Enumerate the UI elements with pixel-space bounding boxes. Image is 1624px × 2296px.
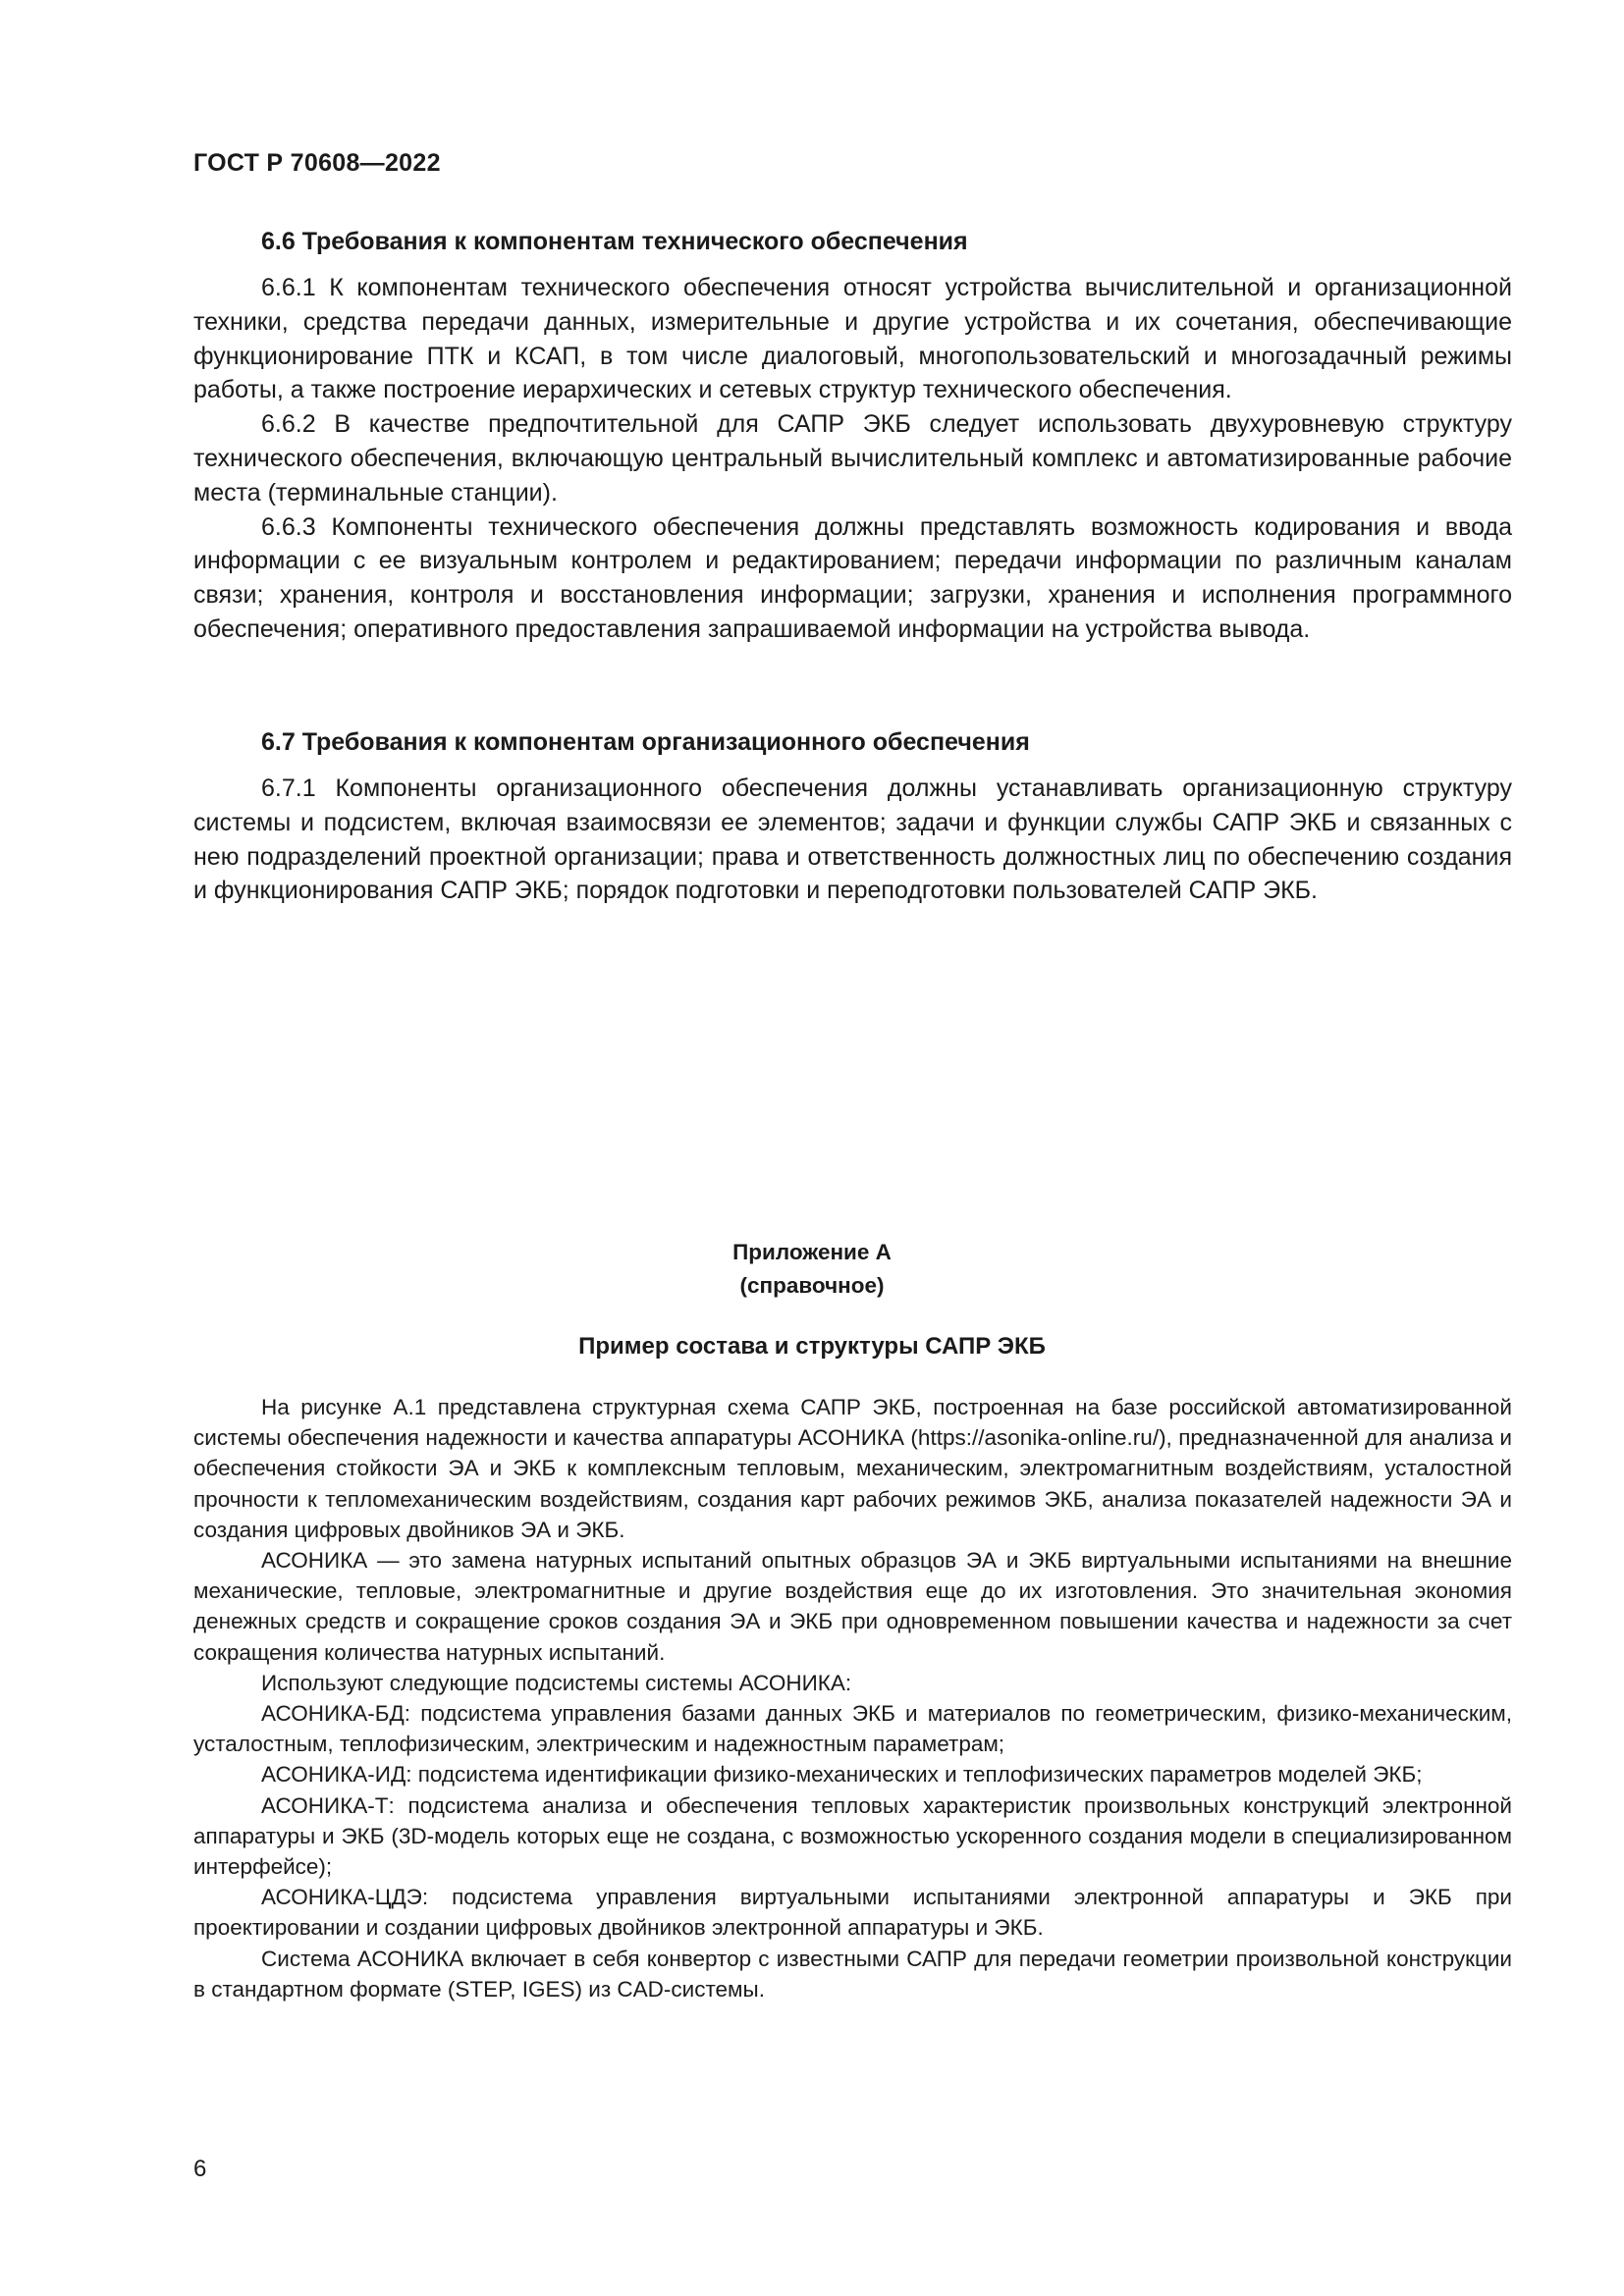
appendix-label: Приложение А — [732, 1240, 892, 1264]
section-heading: 6.7 Требования к компонентам организационного обеспечения — [261, 728, 1030, 756]
appendix-paragraph: АСОНИКА-БД: подсистема управления базами данных ЭКБ и материалов по геометрическим, физико-механическим, усталостным, теплофизическим, электрическим и надежностным параметрам; — [193, 1701, 1512, 1757]
appendix-paragraph: На рисунке А.1 представлена структурная схема САПР ЭКБ, построенная на базе российской автоматизированной системы обеспечения надежности и качества аппаратуры АСОНИКА (https://asonika-online.ru/), предназначенной для анализа и обеспечения стойкости ЭА и ЭКБ к комплексным тепловым, механическим, электромагнитным воздействиям, усталостной прочности к тепломеханическим воздействиям, создания карт рабочих режимов ЭКБ, анализа показателей надежности ЭА и создания цифровых двойников ЭА и ЭКБ. — [193, 1395, 1512, 1542]
document-code-header: ГОСТ Р 70608—2022 — [193, 149, 441, 177]
appendix-body — [193, 1392, 1512, 2004]
appendix-type: (справочное) — [739, 1273, 885, 1298]
appendix-paragraph: Используют следующие подсистемы системы АСОНИКА: — [261, 1670, 852, 1695]
paragraph-6-7-1: 6.7.1 Компоненты организационного обеспечения должны устанавливать организационную структуру системы и подсистем, включая взаимосвязи ее элементов; задачи и функции службы САПР ЭКБ и связанных с нею подразделений проектной организации; права и ответственность должностных лиц по обеспечению создания и функционирования САПР ЭКБ; порядок подготовки и переподготовки пользователей САПР ЭКБ. — [193, 774, 1512, 905]
appendix-heading: Пример состава и структуры САПР ЭКБ — [578, 1333, 1046, 1360]
appendix-paragraph: АСОНИКА — это замена натурных испытаний опытных образцов ЭА и ЭКБ виртуальными испытаниями на внешние механические, тепловые, электромагнитные и другие воздействия еще до их изготовления. Это значительная экономия денежных средств и сокращение сроков создания ЭА и ЭКБ при одновременном повышении качества и надежности за счет сокращения количества натурных испытаний. — [193, 1548, 1512, 1665]
appendix-paragraph: Система АСОНИКА включает в себя конвертор с известными САПР для передачи геометрии произвольной конструкции в стандартном формате (STEP, IGES) из CAD-системы. — [193, 1946, 1512, 2002]
section-6-6 — [193, 224, 1512, 647]
appendix-paragraph: АСОНИКА-Т: подсистема анализа и обеспечения тепловых характеристик произвольных конструкций электронной аппаратуры и ЭКБ (3D-модель которых еще не создана, с возможностью ускоренного создания модели в специализированном интерфейсе); — [193, 1792, 1512, 1880]
appendix-paragraph: АСОНИКА-ЦДЭ: подсистема управления виртуальными испытаниями электронной аппаратуры и ЭКБ при проектировании и создании цифровых двойников электронной аппаратуры и ЭКБ. — [193, 1885, 1512, 1941]
appendix-paragraph: АСОНИКА-ИД: подсистема идентификации физико-механических и теплофизических параметров моделей ЭКБ; — [261, 1762, 1423, 1788]
section-6-7 — [193, 724, 1512, 908]
page-number: 6 — [193, 2156, 207, 2182]
paragraph-6-6-2: 6.6.2 В качестве предпочтительной для САПР ЭКБ следует использовать двухуровневую структуру технического обеспечения, включающую центральный вычислительный комплекс и автоматизированные рабочие места (терминальные станции). — [193, 410, 1512, 507]
paragraph-6-6-3: 6.6.3 Компоненты технического обеспечения должны представлять возможность кодирования и ввода информации с ее визуальным контролем и редактированием; передачи информации по различным каналам связи; хранения, контроля и восстановления информации; загрузки, хранения и исполнения программного обеспечения; оперативного предоставления запрашиваемой информации на устройства вывода. — [193, 512, 1512, 643]
section-heading: 6.6 Требования к компонентам технического обеспечения — [261, 228, 968, 255]
paragraph-6-6-1: 6.6.1 К компонентам технического обеспечения относят устройства вычислительной и организационной техники, средства передачи данных, измерительные и другие устройства и их сочетания, обеспечивающие функционирование ПТК и КСАП, в том числе диалоговый, многопользовательский и многозадачный режимы работы, а также построение иерархических и сетевых структур технического обеспечения. — [193, 274, 1512, 404]
